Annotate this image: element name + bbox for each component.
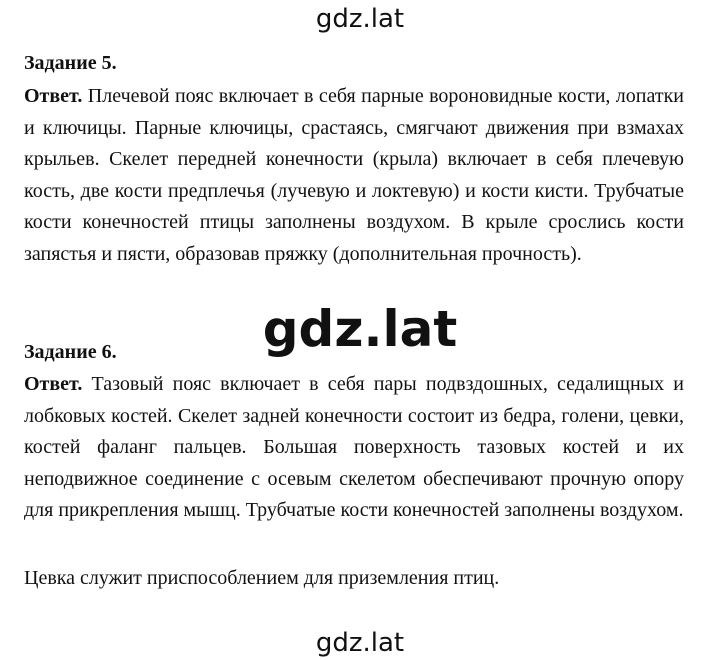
- task-6-answer-label: Ответ.: [24, 373, 83, 395]
- task-5-answer: [24, 81, 684, 271]
- watermark-top: gdz.lat: [315, 4, 405, 34]
- task-5-heading: Задание 5.: [24, 52, 117, 74]
- task-6-heading: Задание 6.: [24, 341, 117, 363]
- task-5-answer-label: Ответ.: [24, 85, 83, 107]
- watermark-bottom: gdz.lat: [315, 628, 405, 658]
- task-5-answer-text: Плечевой пояс включает в себя парные вороновидные кости, лопатки и ключицы. Парные ключицы, срастаясь, смягчают движения при взмахах крыльев. Скелет передней конечности (крыла) включает в себя плечевую кость, две кости предплечья (лучевую и локтевую) и кости кисти. Трубчатые кости конечностей птицы заполнены воздухом. В крыле срослись кости запястья и пясти, образовав пряжку (дополнительная прочность).: [24, 85, 684, 265]
- watermark-middle: gdz.lat: [262, 300, 458, 358]
- task-6-answer: [24, 369, 684, 527]
- task-6-answer-text: Тазовый пояс включает в себя пары подвздошных, седалищных и лобковых костей. Скелет задней конечности состоит из бедра, голени, цевки, костей фаланг пальцев. Большая поверхность тазовых костей и их неподвижное соединение с осевым скелетом обеспечивают прочную опору для прикрепления мышц. Трубчатые кости конечностей заполнены воздухом.: [24, 373, 685, 522]
- task-6-note: Цевка служит приспособлением для приземления птиц.: [24, 567, 500, 589]
